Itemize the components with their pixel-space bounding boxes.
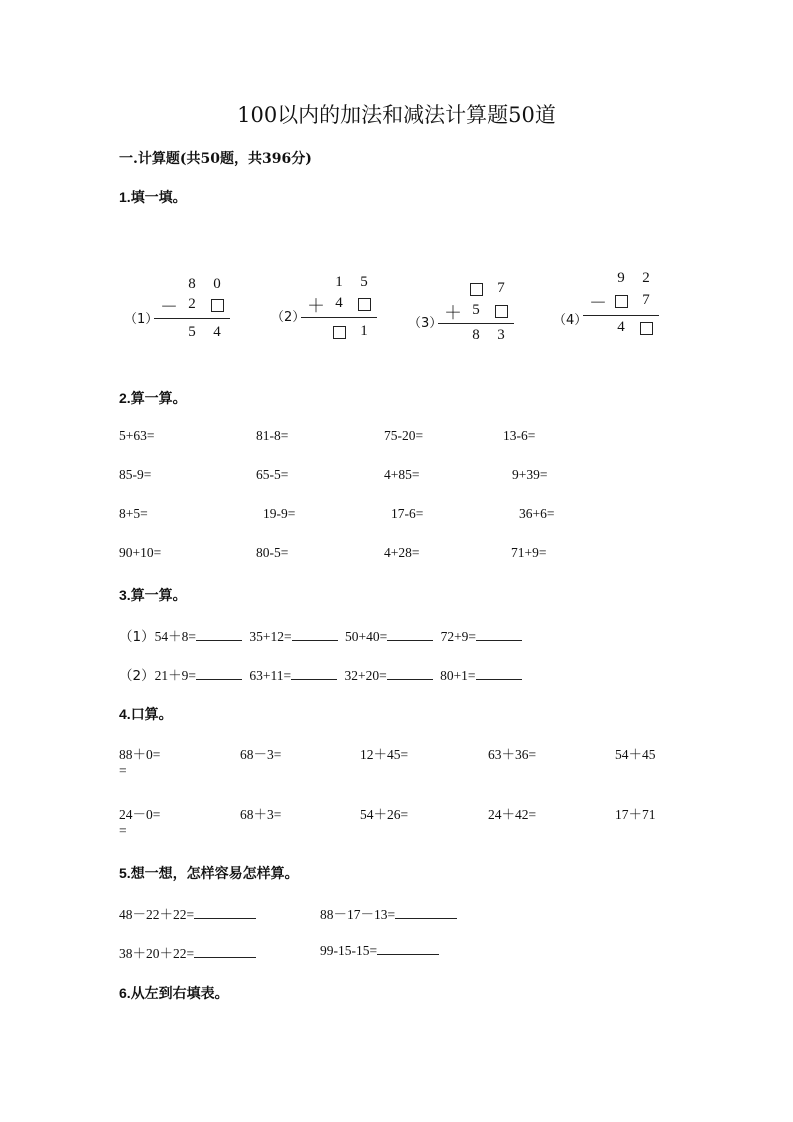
answer-blank[interactable] <box>194 945 256 958</box>
digit: 9 <box>617 270 625 286</box>
q2-item: 9+39= <box>512 467 548 482</box>
page-title: 100以内的加法和减法计算题50道 <box>237 103 556 127</box>
top-row <box>438 280 518 298</box>
top-row <box>154 276 234 294</box>
digit: 5 <box>188 324 196 340</box>
q1-heading-number: 1. <box>119 189 131 205</box>
q2-item: 17-6= <box>391 506 424 521</box>
q4-item: 24－0= <box>119 807 161 822</box>
q1-heading <box>119 187 187 207</box>
q6-heading-text: 从左到右填表。 <box>130 986 229 1002</box>
q5-item <box>119 942 256 962</box>
digit: 2 <box>188 296 196 312</box>
answer-blank[interactable] <box>196 628 242 641</box>
q4-heading <box>119 704 173 724</box>
digit: 4 <box>617 319 625 335</box>
q2-item: 71+9= <box>511 545 547 560</box>
q3-heading-text: 算一算。 <box>130 588 187 604</box>
sum-line <box>583 315 659 316</box>
q3-item: 54＋8= <box>154 629 196 644</box>
q4-item: 54＋45 <box>615 747 656 762</box>
q2-item: 4+28= <box>384 545 420 560</box>
blank-box[interactable] <box>209 296 225 317</box>
sum-line <box>438 323 514 324</box>
top-row <box>301 274 381 292</box>
answer-blank[interactable] <box>476 667 522 680</box>
digit: 5 <box>360 274 368 290</box>
q2-heading <box>119 388 187 408</box>
q2-item: 75-20= <box>384 428 424 443</box>
answer-blank[interactable] <box>194 906 256 919</box>
q3-heading <box>119 585 187 605</box>
mid-row <box>438 302 518 323</box>
q5-item <box>119 903 256 923</box>
answer-blank[interactable] <box>395 906 457 919</box>
q3-item: 21＋9= <box>154 668 196 683</box>
digit: 1 <box>335 274 343 290</box>
mid-row <box>301 295 381 316</box>
result-row <box>583 319 663 337</box>
q3-heading-number: 3. <box>119 587 131 603</box>
q3-item: 35+12= <box>249 629 292 644</box>
q4-item: 17＋71 <box>615 807 656 822</box>
digit: 8 <box>188 276 196 292</box>
answer-blank[interactable] <box>291 667 337 680</box>
q2-item: 85-9= <box>119 467 152 482</box>
wrapped-equals: = <box>119 823 127 838</box>
q3-row <box>119 664 522 684</box>
q6-heading-number: 6. <box>119 985 131 1001</box>
operator: － <box>589 293 607 313</box>
answer-blank[interactable] <box>377 942 439 955</box>
blank-box[interactable] <box>331 323 347 344</box>
q5-expression: 48－22＋22= <box>119 907 195 922</box>
mid-row <box>583 292 663 313</box>
q4-item: 24＋42= <box>488 807 537 822</box>
vertical-problem-3 <box>408 280 518 360</box>
q4-heading-text: 口算。 <box>130 707 173 723</box>
sum-line <box>301 317 377 318</box>
q2-heading-text: 算一算。 <box>130 391 187 407</box>
mid-row <box>154 296 234 317</box>
row-label: （1） <box>119 629 155 645</box>
q3-item: 72+9= <box>440 629 477 644</box>
digit: 7 <box>497 280 505 296</box>
q4-item: 54＋26= <box>360 807 409 822</box>
blank-box[interactable] <box>613 292 629 313</box>
digit: 0 <box>213 276 221 292</box>
q1-heading-text: 填一填。 <box>130 190 187 206</box>
result-row <box>438 327 518 345</box>
q5-heading-text: 想一想，怎样容易怎样算。 <box>130 866 299 882</box>
digit: 1 <box>360 323 368 339</box>
q2-item: 13-6= <box>503 428 536 443</box>
problem-label: （1） <box>124 312 159 327</box>
q3-item: 63+11= <box>249 668 292 683</box>
q3-item: 32+20= <box>344 668 387 683</box>
q6-heading <box>119 983 229 1003</box>
operator: ＋ <box>444 303 462 323</box>
q4-item: 68－3= <box>240 747 282 762</box>
answer-blank[interactable] <box>387 667 433 680</box>
digit: 7 <box>642 292 650 308</box>
part-heading: 一.计算题(共50题，共396分) <box>119 151 312 167</box>
q2-item: 36+6= <box>519 506 555 521</box>
answer-blank[interactable] <box>476 628 522 641</box>
q5-expression: 99-15-15= <box>320 943 378 958</box>
q5-item <box>320 903 457 923</box>
q2-item: 90+10= <box>119 545 162 560</box>
problem-label: （4） <box>553 313 588 328</box>
q5-expression: 38＋20＋22= <box>119 946 195 961</box>
q3-item: 50+40= <box>344 629 388 644</box>
q5-item <box>320 942 439 959</box>
q3-item: 80+1= <box>440 668 476 683</box>
answer-blank[interactable] <box>387 628 433 641</box>
sum-line <box>154 318 230 319</box>
q2-item: 80-5= <box>256 545 289 560</box>
q2-item: 4+85= <box>384 467 420 482</box>
q5-heading-number: 5. <box>119 865 131 881</box>
top-row <box>583 270 663 288</box>
digit: 4 <box>335 295 343 311</box>
digit: 2 <box>642 270 650 286</box>
q4-heading-number: 4. <box>119 706 131 722</box>
vertical-problem-1 <box>124 276 234 356</box>
q2-item: 8+5= <box>119 506 148 521</box>
blank-box[interactable] <box>493 302 509 323</box>
blank-box[interactable] <box>468 280 484 301</box>
vertical-problem-4 <box>553 270 663 350</box>
row-label: （2） <box>119 668 155 684</box>
answer-blank[interactable] <box>292 628 338 641</box>
wrapped-equals: = <box>119 763 127 778</box>
digit: 8 <box>472 327 480 343</box>
result-row <box>154 324 234 342</box>
digit: 5 <box>472 302 480 318</box>
blank-box[interactable] <box>356 295 372 316</box>
vertical-problem-2 <box>271 274 381 354</box>
problem-label: （2） <box>271 310 306 325</box>
q2-heading-number: 2. <box>119 390 131 406</box>
q4-item: 63＋36= <box>488 747 537 762</box>
q2-item: 5+63= <box>119 428 155 443</box>
q4-item: 12＋45= <box>360 747 409 762</box>
q2-item: 81-8= <box>256 428 289 443</box>
blank-box[interactable] <box>638 319 654 340</box>
operator: ＋ <box>307 296 325 316</box>
operator: － <box>160 297 178 317</box>
q3-row <box>119 625 522 645</box>
q2-item: 19-9= <box>263 506 296 521</box>
problem-label: （3） <box>408 316 443 331</box>
q5-heading <box>119 863 299 883</box>
answer-blank[interactable] <box>196 667 242 680</box>
result-row <box>301 323 381 341</box>
q4-item: 88＋0= <box>119 747 161 762</box>
q4-item: 68＋3= <box>240 807 282 822</box>
q2-item: 65-5= <box>256 467 289 482</box>
digit: 4 <box>213 324 221 340</box>
digit: 3 <box>497 327 505 343</box>
q5-expression: 88－17－13= <box>320 907 396 922</box>
